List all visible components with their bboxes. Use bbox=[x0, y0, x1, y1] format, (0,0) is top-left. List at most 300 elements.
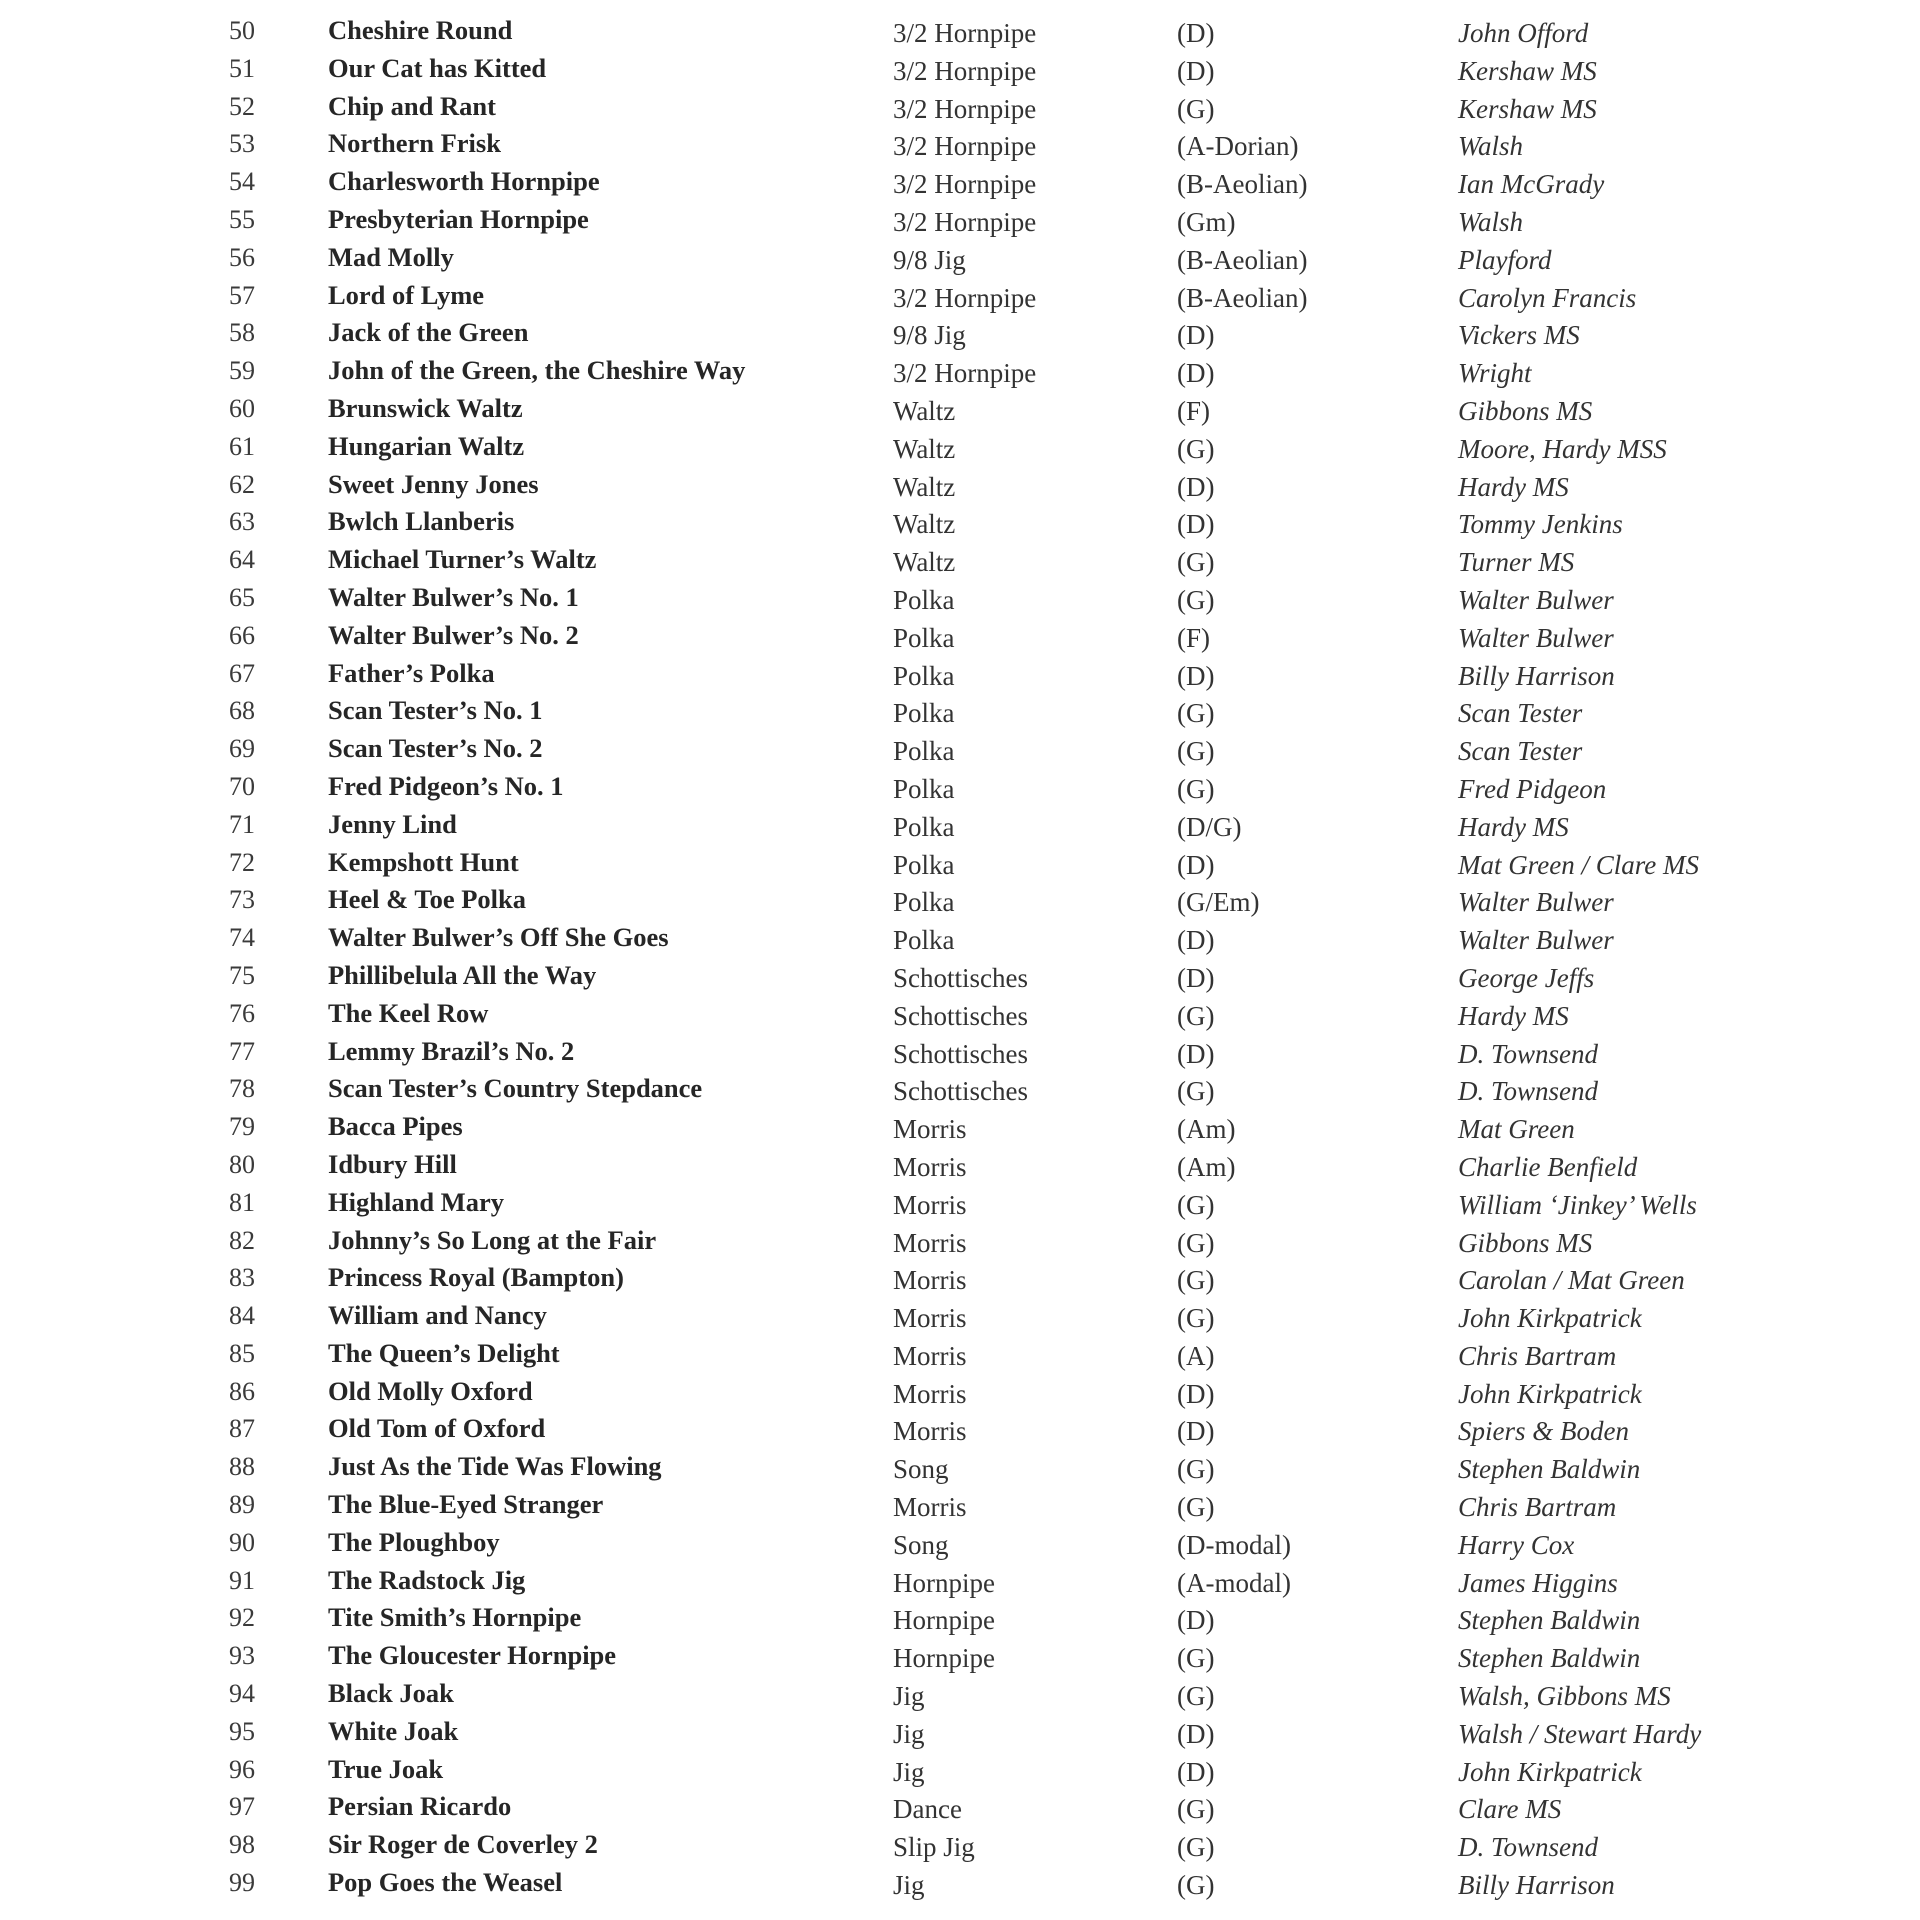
tune-type: Schottisches bbox=[893, 1000, 1028, 1031]
tune-number: 81 bbox=[229, 1187, 255, 1217]
tune-type: Morris bbox=[893, 1227, 967, 1258]
tune-title: Heel & Toe Polka bbox=[328, 884, 527, 915]
tune-type: 3/2 Hornpipe bbox=[893, 131, 1037, 162]
tune-title: Our Cat has Kitted bbox=[328, 52, 547, 83]
tune-row bbox=[0, 919, 1920, 957]
tune-key: (D) bbox=[1177, 18, 1215, 48]
tune-source: Chris Bartram bbox=[1458, 1340, 1617, 1371]
tune-title: Walter Bulwer’s Off She Goes bbox=[328, 922, 669, 953]
tune-title: The Ploughboy bbox=[328, 1526, 500, 1557]
tune-title: Lord of Lyme bbox=[328, 279, 485, 310]
tune-source: Vickers MS bbox=[1458, 320, 1580, 351]
tune-number: 56 bbox=[229, 242, 255, 272]
tune-title: Tite Smith’s Hornpipe bbox=[328, 1602, 582, 1633]
tune-row bbox=[0, 1146, 1920, 1184]
tune-title: The Keel Row bbox=[328, 997, 489, 1028]
tune-number: 64 bbox=[229, 545, 255, 575]
tune-key: (Am) bbox=[1177, 1114, 1236, 1145]
tune-number: 65 bbox=[229, 582, 255, 612]
tune-title: White Joak bbox=[328, 1715, 459, 1746]
tune-number: 89 bbox=[229, 1490, 255, 1520]
tune-row bbox=[0, 1826, 1920, 1864]
tune-source: Turner MS bbox=[1458, 547, 1575, 578]
tune-key: (G) bbox=[1177, 1303, 1215, 1334]
tune-number: 74 bbox=[229, 923, 255, 953]
tune-row bbox=[0, 1070, 1920, 1108]
tune-type: Waltz bbox=[893, 509, 956, 540]
tune-number: 54 bbox=[229, 167, 255, 197]
tune-title: Kempshott Hunt bbox=[328, 846, 519, 877]
tune-number: 55 bbox=[229, 204, 255, 234]
tune-title: Johnny’s So Long at the Fair bbox=[328, 1224, 657, 1255]
tune-key: (G) bbox=[1177, 1227, 1215, 1258]
tune-title: Idbury Hill bbox=[328, 1148, 457, 1179]
tune-title: Just As the Tide Was Flowing bbox=[328, 1451, 662, 1482]
tune-number: 59 bbox=[229, 356, 255, 386]
tune-title: Persian Ricardo bbox=[328, 1791, 512, 1822]
tune-source: Moore, Hardy MSS bbox=[1458, 433, 1667, 464]
tune-number: 83 bbox=[229, 1263, 255, 1293]
tune-key: (F) bbox=[1177, 622, 1210, 653]
tune-number: 90 bbox=[229, 1527, 255, 1557]
tune-source: Walter Bulwer bbox=[1458, 622, 1614, 653]
tune-title: Old Molly Oxford bbox=[328, 1375, 533, 1406]
tune-key: (G) bbox=[1177, 1454, 1215, 1485]
tune-row bbox=[0, 314, 1920, 352]
tune-source: Gibbons MS bbox=[1458, 395, 1593, 426]
tune-key: (G) bbox=[1177, 1492, 1215, 1523]
tune-number: 58 bbox=[229, 318, 255, 348]
tune-source: Scan Tester bbox=[1458, 736, 1583, 767]
tune-number: 91 bbox=[229, 1565, 255, 1595]
tune-key: (D-modal) bbox=[1177, 1529, 1291, 1560]
tune-source: Harry Cox bbox=[1458, 1529, 1575, 1560]
tune-title: Cheshire Round bbox=[328, 15, 513, 45]
tune-source: D. Townsend bbox=[1458, 1076, 1599, 1107]
tune-type: Morris bbox=[893, 1265, 967, 1296]
tune-number: 84 bbox=[229, 1301, 255, 1331]
tune-type: Morris bbox=[893, 1340, 967, 1371]
tune-key: (Am) bbox=[1177, 1151, 1236, 1182]
tune-number: 85 bbox=[229, 1338, 255, 1368]
tune-title: Mad Molly bbox=[328, 241, 454, 272]
tune-type: Song bbox=[893, 1454, 949, 1485]
tune-type: 3/2 Hornpipe bbox=[893, 282, 1037, 313]
tune-key: (F) bbox=[1177, 395, 1210, 426]
tune-number: 97 bbox=[229, 1792, 255, 1822]
tune-row bbox=[0, 1524, 1920, 1562]
tune-source: Gibbons MS bbox=[1458, 1227, 1593, 1258]
tune-type: Jig bbox=[893, 1756, 925, 1787]
tune-row bbox=[0, 1864, 1920, 1902]
tune-source: Carolan / Mat Green bbox=[1458, 1265, 1685, 1296]
tune-source: Wright bbox=[1458, 358, 1532, 389]
tune-number: 70 bbox=[229, 771, 255, 801]
tune-number: 57 bbox=[229, 280, 255, 310]
tune-row bbox=[0, 277, 1920, 315]
tune-row bbox=[0, 844, 1920, 882]
tune-source: Stephen Baldwin bbox=[1458, 1605, 1641, 1636]
tune-row bbox=[0, 617, 1920, 655]
tune-key: (D) bbox=[1177, 1378, 1215, 1409]
tune-row bbox=[0, 1184, 1920, 1222]
tune-key: (D) bbox=[1177, 925, 1215, 956]
tune-type: Polka bbox=[893, 811, 955, 842]
tune-row bbox=[0, 12, 1920, 50]
tune-number: 93 bbox=[229, 1641, 255, 1671]
tune-number: 63 bbox=[229, 507, 255, 537]
tune-title: William and Nancy bbox=[328, 1300, 547, 1331]
tune-row bbox=[0, 1713, 1920, 1751]
tune-type: 3/2 Hornpipe bbox=[893, 55, 1037, 86]
tune-key: (G) bbox=[1177, 1076, 1215, 1107]
tune-number: 69 bbox=[229, 734, 255, 764]
tune-title: Phillibelula All the Way bbox=[328, 959, 597, 990]
tune-source: Chris Bartram bbox=[1458, 1492, 1617, 1523]
tune-title: True Joak bbox=[328, 1753, 444, 1784]
tune-source: John Kirkpatrick bbox=[1458, 1378, 1642, 1409]
tune-title: The Radstock Jig bbox=[328, 1564, 526, 1595]
tune-key: (B-Aeolian) bbox=[1177, 244, 1308, 275]
tune-source: Walter Bulwer bbox=[1458, 584, 1614, 615]
tune-source: D. Townsend bbox=[1458, 1832, 1599, 1863]
tune-number: 79 bbox=[229, 1112, 255, 1142]
tune-type: Schottisches bbox=[893, 1076, 1028, 1107]
tune-key: (G) bbox=[1177, 584, 1215, 615]
tune-title: The Gloucester Hornpipe bbox=[328, 1640, 617, 1671]
tune-type: Polka bbox=[893, 698, 955, 729]
tune-number: 67 bbox=[229, 658, 255, 688]
tune-key: (G) bbox=[1177, 1643, 1215, 1674]
tune-title: Princess Royal (Bampton) bbox=[328, 1262, 624, 1293]
tune-type: Polka bbox=[893, 660, 955, 691]
tune-row bbox=[0, 390, 1920, 428]
tune-key: (A) bbox=[1177, 1340, 1215, 1371]
tune-number: 92 bbox=[229, 1603, 255, 1633]
tune-type: 9/8 Jig bbox=[893, 244, 966, 275]
tune-type: Waltz bbox=[893, 471, 956, 502]
tune-key: (D) bbox=[1177, 1038, 1215, 1069]
tune-title: Father’s Polka bbox=[328, 657, 495, 688]
tune-title: Jack of the Green bbox=[328, 317, 529, 348]
tune-source: Carolyn Francis bbox=[1458, 282, 1637, 313]
tune-key: (G) bbox=[1177, 433, 1215, 464]
tune-title: Presbyterian Hornpipe bbox=[328, 203, 589, 234]
tune-source: Walter Bulwer bbox=[1458, 887, 1614, 918]
tune-source: Clare MS bbox=[1458, 1794, 1562, 1825]
tune-source: Billy Harrison bbox=[1458, 660, 1615, 691]
tune-source: D. Townsend bbox=[1458, 1038, 1599, 1069]
tune-key: (D) bbox=[1177, 1756, 1215, 1787]
tune-key: (Gm) bbox=[1177, 206, 1236, 237]
tune-source: Walter Bulwer bbox=[1458, 925, 1614, 956]
tune-row bbox=[0, 1259, 1920, 1297]
tune-number: 80 bbox=[229, 1149, 255, 1179]
tune-row bbox=[0, 1222, 1920, 1260]
tune-key: (G) bbox=[1177, 1000, 1215, 1031]
tune-key: (D) bbox=[1177, 509, 1215, 540]
tune-type: Polka bbox=[893, 622, 955, 653]
tune-key: (B-Aeolian) bbox=[1177, 169, 1308, 200]
tune-title: Chip and Rant bbox=[328, 90, 496, 121]
tune-type: 3/2 Hornpipe bbox=[893, 18, 1037, 48]
tune-key: (D) bbox=[1177, 660, 1215, 691]
tune-key: (G) bbox=[1177, 736, 1215, 767]
tune-key: (D/G) bbox=[1177, 811, 1242, 842]
tune-row bbox=[0, 50, 1920, 88]
tune-source: Scan Tester bbox=[1458, 698, 1583, 729]
tune-source: Billy Harrison bbox=[1458, 1870, 1615, 1901]
tune-number: 72 bbox=[229, 847, 255, 877]
tune-row bbox=[0, 1562, 1920, 1600]
tune-title: Northern Frisk bbox=[328, 128, 501, 159]
tune-key: (G) bbox=[1177, 1265, 1215, 1296]
tune-key: (D) bbox=[1177, 358, 1215, 389]
tune-title: Scan Tester’s No. 1 bbox=[328, 695, 543, 726]
tune-source: Kershaw MS bbox=[1458, 55, 1597, 86]
tune-row bbox=[0, 1373, 1920, 1411]
tune-row bbox=[0, 1297, 1920, 1335]
tune-type: Hornpipe bbox=[893, 1605, 995, 1636]
tune-row bbox=[0, 655, 1920, 693]
tune-key: (D) bbox=[1177, 320, 1215, 351]
tune-title: Hungarian Waltz bbox=[328, 430, 525, 461]
tune-row bbox=[0, 1108, 1920, 1146]
tune-source: Mat Green bbox=[1458, 1114, 1575, 1145]
tune-row bbox=[0, 730, 1920, 768]
tune-type: Hornpipe bbox=[893, 1567, 995, 1598]
tune-title: Michael Turner’s Waltz bbox=[328, 544, 597, 575]
tune-type: Morris bbox=[893, 1416, 967, 1447]
tune-number: 53 bbox=[229, 129, 255, 159]
tune-key: (G/Em) bbox=[1177, 887, 1260, 918]
tune-title: Scan Tester’s No. 2 bbox=[328, 733, 543, 764]
tune-row bbox=[0, 1033, 1920, 1071]
tune-type: Waltz bbox=[893, 547, 956, 578]
tune-source: Walsh, Gibbons MS bbox=[1458, 1681, 1671, 1712]
tune-row bbox=[0, 1788, 1920, 1826]
tune-row bbox=[0, 503, 1920, 541]
tune-number: 96 bbox=[229, 1754, 255, 1784]
tune-type: Polka bbox=[893, 736, 955, 767]
tune-number: 75 bbox=[229, 960, 255, 990]
tune-title: Bwlch Llanberis bbox=[328, 506, 515, 537]
tune-source: Spiers & Boden bbox=[1458, 1416, 1629, 1447]
tune-row bbox=[0, 957, 1920, 995]
tune-title: Lemmy Brazil’s No. 2 bbox=[328, 1035, 575, 1066]
tune-row bbox=[0, 806, 1920, 844]
tune-key: (G) bbox=[1177, 773, 1215, 804]
tune-source: John Offord bbox=[1458, 18, 1589, 48]
tune-key: (D) bbox=[1177, 849, 1215, 880]
tune-type: Jig bbox=[893, 1870, 925, 1901]
tune-type: 9/8 Jig bbox=[893, 320, 966, 351]
tune-number: 94 bbox=[229, 1679, 255, 1709]
tune-number: 82 bbox=[229, 1225, 255, 1255]
tune-title: Black Joak bbox=[328, 1678, 454, 1709]
tune-row bbox=[0, 579, 1920, 617]
tune-key: (D) bbox=[1177, 1416, 1215, 1447]
tune-row bbox=[0, 1675, 1920, 1713]
tune-row bbox=[0, 995, 1920, 1033]
tune-key: (B-Aeolian) bbox=[1177, 282, 1308, 313]
tune-number: 76 bbox=[229, 998, 255, 1028]
tune-type: Waltz bbox=[893, 433, 956, 464]
tune-type: Jig bbox=[893, 1681, 925, 1712]
tune-row bbox=[0, 239, 1920, 277]
tune-number: 88 bbox=[229, 1452, 255, 1482]
tune-type: Polka bbox=[893, 584, 955, 615]
tune-source: Playford bbox=[1458, 244, 1552, 275]
tune-row bbox=[0, 768, 1920, 806]
tune-type: Polka bbox=[893, 887, 955, 918]
tune-list bbox=[0, 12, 1920, 1902]
tune-title: Sir Roger de Coverley 2 bbox=[328, 1829, 598, 1860]
tune-title: Fred Pidgeon’s No. 1 bbox=[328, 770, 564, 801]
tune-row bbox=[0, 88, 1920, 126]
tune-type: 3/2 Hornpipe bbox=[893, 206, 1037, 237]
tune-row bbox=[0, 692, 1920, 730]
tune-title: Bacca Pipes bbox=[328, 1111, 463, 1142]
tune-source: Walsh bbox=[1458, 206, 1524, 237]
tune-source: George Jeffs bbox=[1458, 962, 1595, 993]
tune-source: Charlie Benfield bbox=[1458, 1151, 1638, 1182]
tune-key: (G) bbox=[1177, 698, 1215, 729]
tune-row bbox=[0, 881, 1920, 919]
tune-source: Hardy MS bbox=[1458, 1000, 1569, 1031]
tune-type: Hornpipe bbox=[893, 1643, 995, 1674]
tune-type: Morris bbox=[893, 1189, 967, 1220]
tune-type: Polka bbox=[893, 849, 955, 880]
tune-key: (G) bbox=[1177, 93, 1215, 124]
tune-row bbox=[0, 163, 1920, 201]
tune-source: Mat Green / Clare MS bbox=[1458, 849, 1699, 880]
tune-number: 51 bbox=[229, 53, 255, 83]
tune-type: Slip Jig bbox=[893, 1832, 975, 1863]
tune-source: John Kirkpatrick bbox=[1458, 1303, 1642, 1334]
tune-row bbox=[0, 541, 1920, 579]
tune-row bbox=[0, 1751, 1920, 1789]
tune-type: Morris bbox=[893, 1114, 967, 1145]
tune-type: Polka bbox=[893, 773, 955, 804]
tune-type: Morris bbox=[893, 1378, 967, 1409]
tune-key: (D) bbox=[1177, 471, 1215, 502]
tune-row bbox=[0, 201, 1920, 239]
tune-source: Tommy Jenkins bbox=[1458, 509, 1623, 540]
tune-row bbox=[0, 428, 1920, 466]
tune-number: 68 bbox=[229, 696, 255, 726]
tune-title: Jenny Lind bbox=[328, 808, 457, 839]
tune-title: Pop Goes the Weasel bbox=[328, 1867, 563, 1898]
tune-source: Kershaw MS bbox=[1458, 93, 1597, 124]
tune-key: (D) bbox=[1177, 1605, 1215, 1636]
tune-title: Charlesworth Hornpipe bbox=[328, 166, 600, 197]
tune-key: (G) bbox=[1177, 547, 1215, 578]
tune-number: 52 bbox=[229, 91, 255, 121]
tune-source: Stephen Baldwin bbox=[1458, 1454, 1641, 1485]
tune-number: 66 bbox=[229, 620, 255, 650]
tune-source: James Higgins bbox=[1458, 1567, 1618, 1598]
tune-number: 86 bbox=[229, 1376, 255, 1406]
tune-number: 78 bbox=[229, 1074, 255, 1104]
tune-key: (A-Dorian) bbox=[1177, 131, 1299, 162]
tune-key: (G) bbox=[1177, 1681, 1215, 1712]
tune-number: 50 bbox=[229, 16, 255, 45]
tune-title: Highland Mary bbox=[328, 1186, 504, 1217]
tune-type: 3/2 Hornpipe bbox=[893, 93, 1037, 124]
tune-key: (D) bbox=[1177, 55, 1215, 86]
tune-type: 3/2 Hornpipe bbox=[893, 169, 1037, 200]
tune-row bbox=[0, 1486, 1920, 1524]
tune-row bbox=[0, 1637, 1920, 1675]
tune-source: Stephen Baldwin bbox=[1458, 1643, 1641, 1674]
tune-type: Schottisches bbox=[893, 962, 1028, 993]
tune-number: 99 bbox=[229, 1868, 255, 1898]
tune-source: Walsh / Stewart Hardy bbox=[1458, 1718, 1702, 1749]
tune-type: Jig bbox=[893, 1718, 925, 1749]
tune-number: 87 bbox=[229, 1414, 255, 1444]
tune-type: Morris bbox=[893, 1151, 967, 1182]
tune-row bbox=[0, 1410, 1920, 1448]
tune-source: Walsh bbox=[1458, 131, 1524, 162]
tune-row bbox=[0, 1335, 1920, 1373]
tune-key: (G) bbox=[1177, 1832, 1215, 1863]
tune-key: (G) bbox=[1177, 1870, 1215, 1901]
tune-title: Old Tom of Oxford bbox=[328, 1413, 546, 1444]
tune-source: John Kirkpatrick bbox=[1458, 1756, 1642, 1787]
tune-number: 62 bbox=[229, 469, 255, 499]
tune-source: Hardy MS bbox=[1458, 811, 1569, 842]
tune-title: Scan Tester’s Country Stepdance bbox=[328, 1073, 703, 1104]
tune-source: William ‘Jinkey’ Wells bbox=[1458, 1189, 1697, 1220]
tune-row bbox=[0, 352, 1920, 390]
tune-type: Polka bbox=[893, 925, 955, 956]
tune-title: Sweet Jenny Jones bbox=[328, 468, 539, 499]
tune-number: 61 bbox=[229, 431, 255, 461]
tune-title: The Queen’s Delight bbox=[328, 1337, 560, 1368]
tune-type: Morris bbox=[893, 1303, 967, 1334]
tune-source: Fred Pidgeon bbox=[1458, 773, 1607, 804]
tune-type: 3/2 Hornpipe bbox=[893, 358, 1037, 389]
tune-key: (G) bbox=[1177, 1794, 1215, 1825]
tune-key: (D) bbox=[1177, 1718, 1215, 1749]
tune-key: (G) bbox=[1177, 1189, 1215, 1220]
tune-title: John of the Green, the Cheshire Way bbox=[328, 355, 746, 386]
tune-row bbox=[0, 125, 1920, 163]
tune-type: Waltz bbox=[893, 395, 956, 426]
tune-source: Hardy MS bbox=[1458, 471, 1569, 502]
tune-type: Song bbox=[893, 1529, 949, 1560]
tune-title: Brunswick Waltz bbox=[328, 392, 523, 423]
tune-type: Schottisches bbox=[893, 1038, 1028, 1069]
tune-key: (D) bbox=[1177, 962, 1215, 993]
tune-row bbox=[0, 466, 1920, 504]
tune-row bbox=[0, 1448, 1920, 1486]
tune-number: 73 bbox=[229, 885, 255, 915]
tune-type: Morris bbox=[893, 1492, 967, 1523]
tune-number: 71 bbox=[229, 809, 255, 839]
tune-title: Walter Bulwer’s No. 2 bbox=[328, 619, 579, 650]
tune-number: 98 bbox=[229, 1830, 255, 1860]
tune-number: 60 bbox=[229, 393, 255, 423]
tune-source: Ian McGrady bbox=[1458, 169, 1605, 200]
tune-key: (A-modal) bbox=[1177, 1567, 1291, 1598]
tune-title: The Blue-Eyed Stranger bbox=[328, 1489, 604, 1520]
tune-row bbox=[0, 1599, 1920, 1637]
tune-type: Dance bbox=[893, 1794, 962, 1825]
tune-number: 77 bbox=[229, 1036, 255, 1066]
tune-title: Walter Bulwer’s No. 1 bbox=[328, 581, 579, 612]
